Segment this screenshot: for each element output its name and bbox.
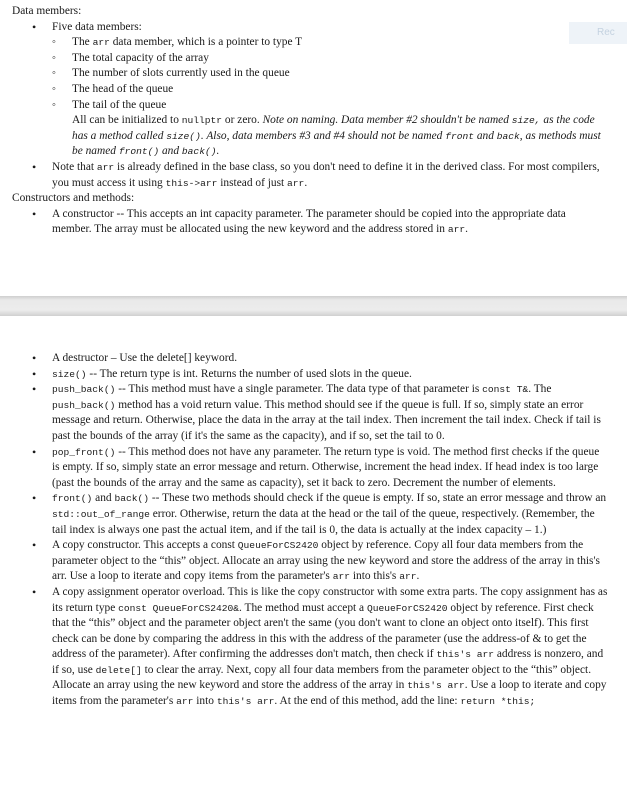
code-pop-front: pop_front(): [52, 446, 116, 458]
list-item-arr-note: [12, 160, 608, 191]
sublist-item-capacity: ◦ The total capacity of the array: [52, 51, 608, 67]
text: into: [193, 695, 217, 708]
text: instead of just: [217, 176, 288, 189]
text: . Use a loop to iterate and copy items from the parameter's: [52, 679, 607, 708]
code-front: front: [445, 130, 474, 142]
code-arr: arr: [447, 224, 466, 236]
code-push-back: push_back(): [52, 384, 116, 396]
page-2-content: [12, 351, 608, 710]
text: .: [416, 570, 420, 583]
text: into this's: [350, 570, 400, 583]
page-gap: [0, 296, 627, 316]
sublist-item-head: ◦ The head of the queue: [52, 82, 608, 98]
document-page-1: [0, 0, 627, 296]
list-item-pop-front: [12, 445, 608, 492]
text: .: [465, 223, 468, 236]
code-push-back: push_back(): [52, 399, 116, 411]
naming-note: .: [216, 145, 220, 158]
page-1-content: [12, 4, 608, 238]
naming-note: as the code has a method called: [72, 114, 595, 142]
code-back: back(): [114, 493, 150, 505]
text: to clear the array. Next, copy all four data members from the parameter object to the “this” object. Allocate an array using the new keyword and store the address of the array in: [52, 663, 592, 692]
text: data member, which is a pointer to type T: [109, 36, 303, 49]
code-return-this: return *this;: [460, 696, 536, 708]
code-class-name: QueueForCS2420: [366, 602, 448, 614]
list-item-size: [12, 367, 608, 383]
code-out-of-range: std::out_of_range: [52, 508, 150, 520]
naming-note: and: [159, 145, 182, 158]
list-item-push-back: [12, 382, 608, 444]
text: object by reference. Copy all four data members from the parameter object to the “this” object. Allocate an array using the new keyword and store the address of the array in this's arr. Use a loop to iterate and copy items from the parameter's: [52, 539, 600, 583]
text: method has a void return value. This method should see if the queue is full. If so, simply state an error message and return. Otherwise, place the data in the array at the tail index. Then increment the tail index. Check if tail is past the bounds of the array (if it's the same as the capacity), and if so, set the tail to 0.: [52, 398, 601, 442]
list-item-destructor: • A destructor – Use the delete[] keyword.: [12, 351, 608, 367]
code-front: front(): [52, 493, 93, 505]
code-size: size,: [511, 115, 541, 127]
code-const-t: const T&: [482, 384, 529, 396]
text: Note that: [52, 160, 97, 173]
code-arr: arr: [96, 161, 115, 173]
code-back: back: [496, 130, 520, 142]
code-arr: arr: [287, 177, 305, 189]
text: A copy constructor. This accepts a const: [52, 539, 238, 552]
list-item-five-members: [12, 20, 608, 160]
code-this-arr: this's arr: [407, 680, 465, 692]
text: is already defined in the base class, so you don't need to define it in the derived class. For most compilers, you must access it using: [52, 160, 600, 189]
naming-note: . Also, data members #3 and #4 should not be named: [200, 129, 446, 142]
text: or zero.: [222, 114, 263, 127]
code-arr: arr: [399, 571, 417, 583]
text: A constructor -- This accepts an int capacity parameter. The parameter should be copied into the appropriate data member. The array must be allocated using the new keyword and the address stored in: [52, 207, 566, 236]
heading-constructors: Constructors and methods:: [12, 192, 135, 205]
code-this-arr: this->arr: [165, 177, 218, 189]
code-back-method: back(): [181, 146, 217, 158]
list-item-copy-assignment: [12, 585, 608, 710]
naming-note: Note on naming. Data member #2 shouldn't be named: [262, 114, 512, 127]
naming-note: , as methods must be named: [72, 129, 601, 158]
text: . The method must accept a: [239, 601, 367, 614]
text: -- This method must have a single parameter. The data type of that parameter is: [115, 383, 483, 396]
code-size: size(): [52, 368, 87, 380]
code-arr: arr: [176, 696, 194, 708]
text: .: [304, 176, 308, 189]
text: error. Otherwise, return the data at the head or the tail of the queue, respectively. (Remember, the tail index is always one past the actual item, and if the tail is 0, the data is actually at the index capacity – 1.): [52, 507, 595, 536]
text: . At the end of this method, add the line:: [274, 695, 461, 708]
text: -- These two methods should check if the queue is empty. If so, state an error message and throw an: [149, 492, 607, 505]
constructors-list: [12, 207, 608, 238]
data-members-list: [12, 20, 608, 192]
text: A copy assignment operator overload. This is like the copy constructor with some extra parts. The copy assignment has as its return type: [52, 585, 608, 614]
text: . The: [528, 383, 552, 396]
text: The tail of the queue: [72, 98, 167, 111]
faint-record-label: Rec: [597, 27, 615, 38]
code-arr: arr: [332, 571, 350, 583]
text: address is nonzero, and if so, use: [52, 648, 604, 676]
members-sublist: [52, 35, 608, 160]
code-return-type: const QueueForCS2420&: [118, 602, 240, 614]
naming-note: and: [473, 129, 497, 142]
code-size-method: size(): [166, 130, 201, 142]
code-delete: delete[]: [95, 664, 142, 676]
text: and: [92, 492, 115, 505]
code-nullptr: nullptr: [181, 115, 223, 127]
code-class-name: QueueForCS2420: [237, 540, 319, 552]
heading-data-members: Data members:: [12, 5, 82, 17]
list-item-constructor: [12, 207, 608, 238]
text: object by reference. First check that the “this” object and the parameter object aren't the same (you don't want to clone an object onto itself). This first check can be done by comparing the address in this with the address of the parameter (use the address-of & to get the address of the parameter). After confirming the addresses don't match, then check if: [52, 601, 594, 661]
text: The: [72, 36, 93, 49]
list-item-copy-constructor: [12, 538, 608, 585]
sublist-item-arr: [52, 35, 608, 51]
code-this-arr: this's arr: [216, 696, 275, 708]
text: -- The return type is int. Returns the number of used slots in the queue.: [86, 367, 412, 380]
document-page-2: [0, 316, 627, 800]
text: All can be initialized to: [72, 114, 182, 127]
text: -- This method does not have any parameter. The return type is void. The method first checks if the queue is empty. If so, simply state an error message and return. Otherwise, increment the head index. If head index is too large (past the bounds of the array and the same as capacity), set it back to zero. Decrement the number of elements.: [52, 445, 600, 489]
sublist-item-count: ◦ The number of slots currently used in the queue: [52, 66, 608, 82]
sublist-item-tail: [52, 98, 608, 160]
list-item-front-back: [12, 491, 608, 538]
five-members-text: Five data members:: [52, 20, 142, 33]
code-arr: arr: [92, 37, 110, 49]
methods-list: [12, 351, 608, 710]
code-front-method: front(): [118, 146, 160, 158]
code-this-arr: this's arr: [436, 649, 495, 661]
